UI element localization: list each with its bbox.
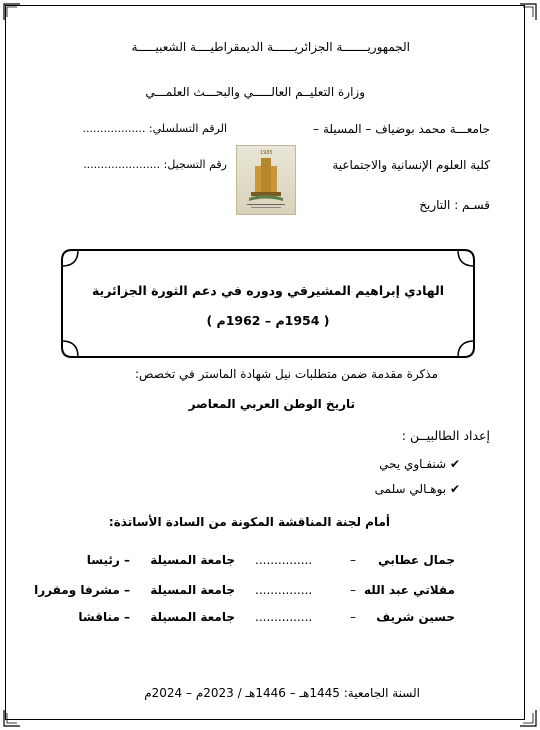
member-role: – رئيسا (86, 553, 130, 567)
member-university: جامعة المسيلة (150, 583, 235, 597)
member-dash: – (350, 610, 356, 624)
faculty-line: كلية العلوم الإنسانية والاجتماعية (332, 158, 490, 172)
member-dots: ............... (255, 553, 313, 567)
student-name: شنفـاوي يحي (379, 457, 447, 471)
students-label: إعداد الطالبيــن : (401, 428, 490, 443)
corner-ornament-top-left (2, 2, 22, 22)
check-icon: ✔ (449, 482, 460, 496)
university-logo (236, 145, 296, 215)
member-role: – مشرفا ومقررا (34, 583, 130, 597)
title-frame (60, 248, 476, 359)
university-line: جامعـــة محمد بوضياف – المسيلة – (313, 122, 490, 136)
corner-ornament-bottom-left (2, 708, 22, 728)
member-university: جامعة المسيلة (150, 610, 235, 624)
serial-number-field: الرقم التسلسلي: .................. (82, 122, 227, 135)
member-name: حسين شريف (376, 610, 455, 624)
registration-number-field: رقم التسجيل: ...................... (83, 158, 227, 171)
member-dots: ............... (255, 583, 313, 597)
submission-note: مذكرة مقدمة ضمن متطلبات نيل شهادة الماستر في تخصص: (135, 367, 438, 381)
corner-ornament-bottom-right (518, 708, 538, 728)
logo-emblem-icon (237, 146, 295, 214)
committee-label: أمام لجنة المناقشة المكونة من السادة الأساتذة: (108, 515, 390, 529)
member-name: مقلاتي عبد الله (363, 583, 455, 597)
republic-line: الجمهوريـــــــة الجزائريــــــة الديمقراطيــــة الشعبيـــــة (131, 40, 410, 54)
specialty: تاريخ الوطن العربي المعاصر (188, 397, 355, 411)
student-item (379, 457, 460, 471)
logo-year: 1985 (260, 150, 273, 156)
thesis-period: ( 1954م – 1962م ) (206, 313, 330, 328)
academic-year: السنة الجامعية: 1445هـ – 1446هـ / 2023م – 2024م (144, 686, 420, 700)
member-university: جامعة المسيلة (150, 553, 235, 567)
department-line: قسـم : التاريخ (419, 198, 490, 212)
ministry-line: وزارة التعليــم العالـــــي والبحـــث العلمـــي (145, 85, 365, 99)
member-dash: – (350, 553, 356, 567)
member-role: – مناقشا (78, 610, 130, 624)
member-name: جمال عطابي (378, 553, 455, 567)
check-icon: ✔ (449, 457, 460, 471)
member-dash: – (350, 583, 356, 597)
student-item (375, 482, 460, 496)
corner-ornament-top-right (518, 2, 538, 22)
member-dots: ............... (255, 610, 313, 624)
thesis-title: الهادي إبراهيم المشيرقي ودوره في دعم الثورة الجزائرية (91, 283, 445, 298)
student-name: بوهـالي سلمى (374, 482, 447, 496)
